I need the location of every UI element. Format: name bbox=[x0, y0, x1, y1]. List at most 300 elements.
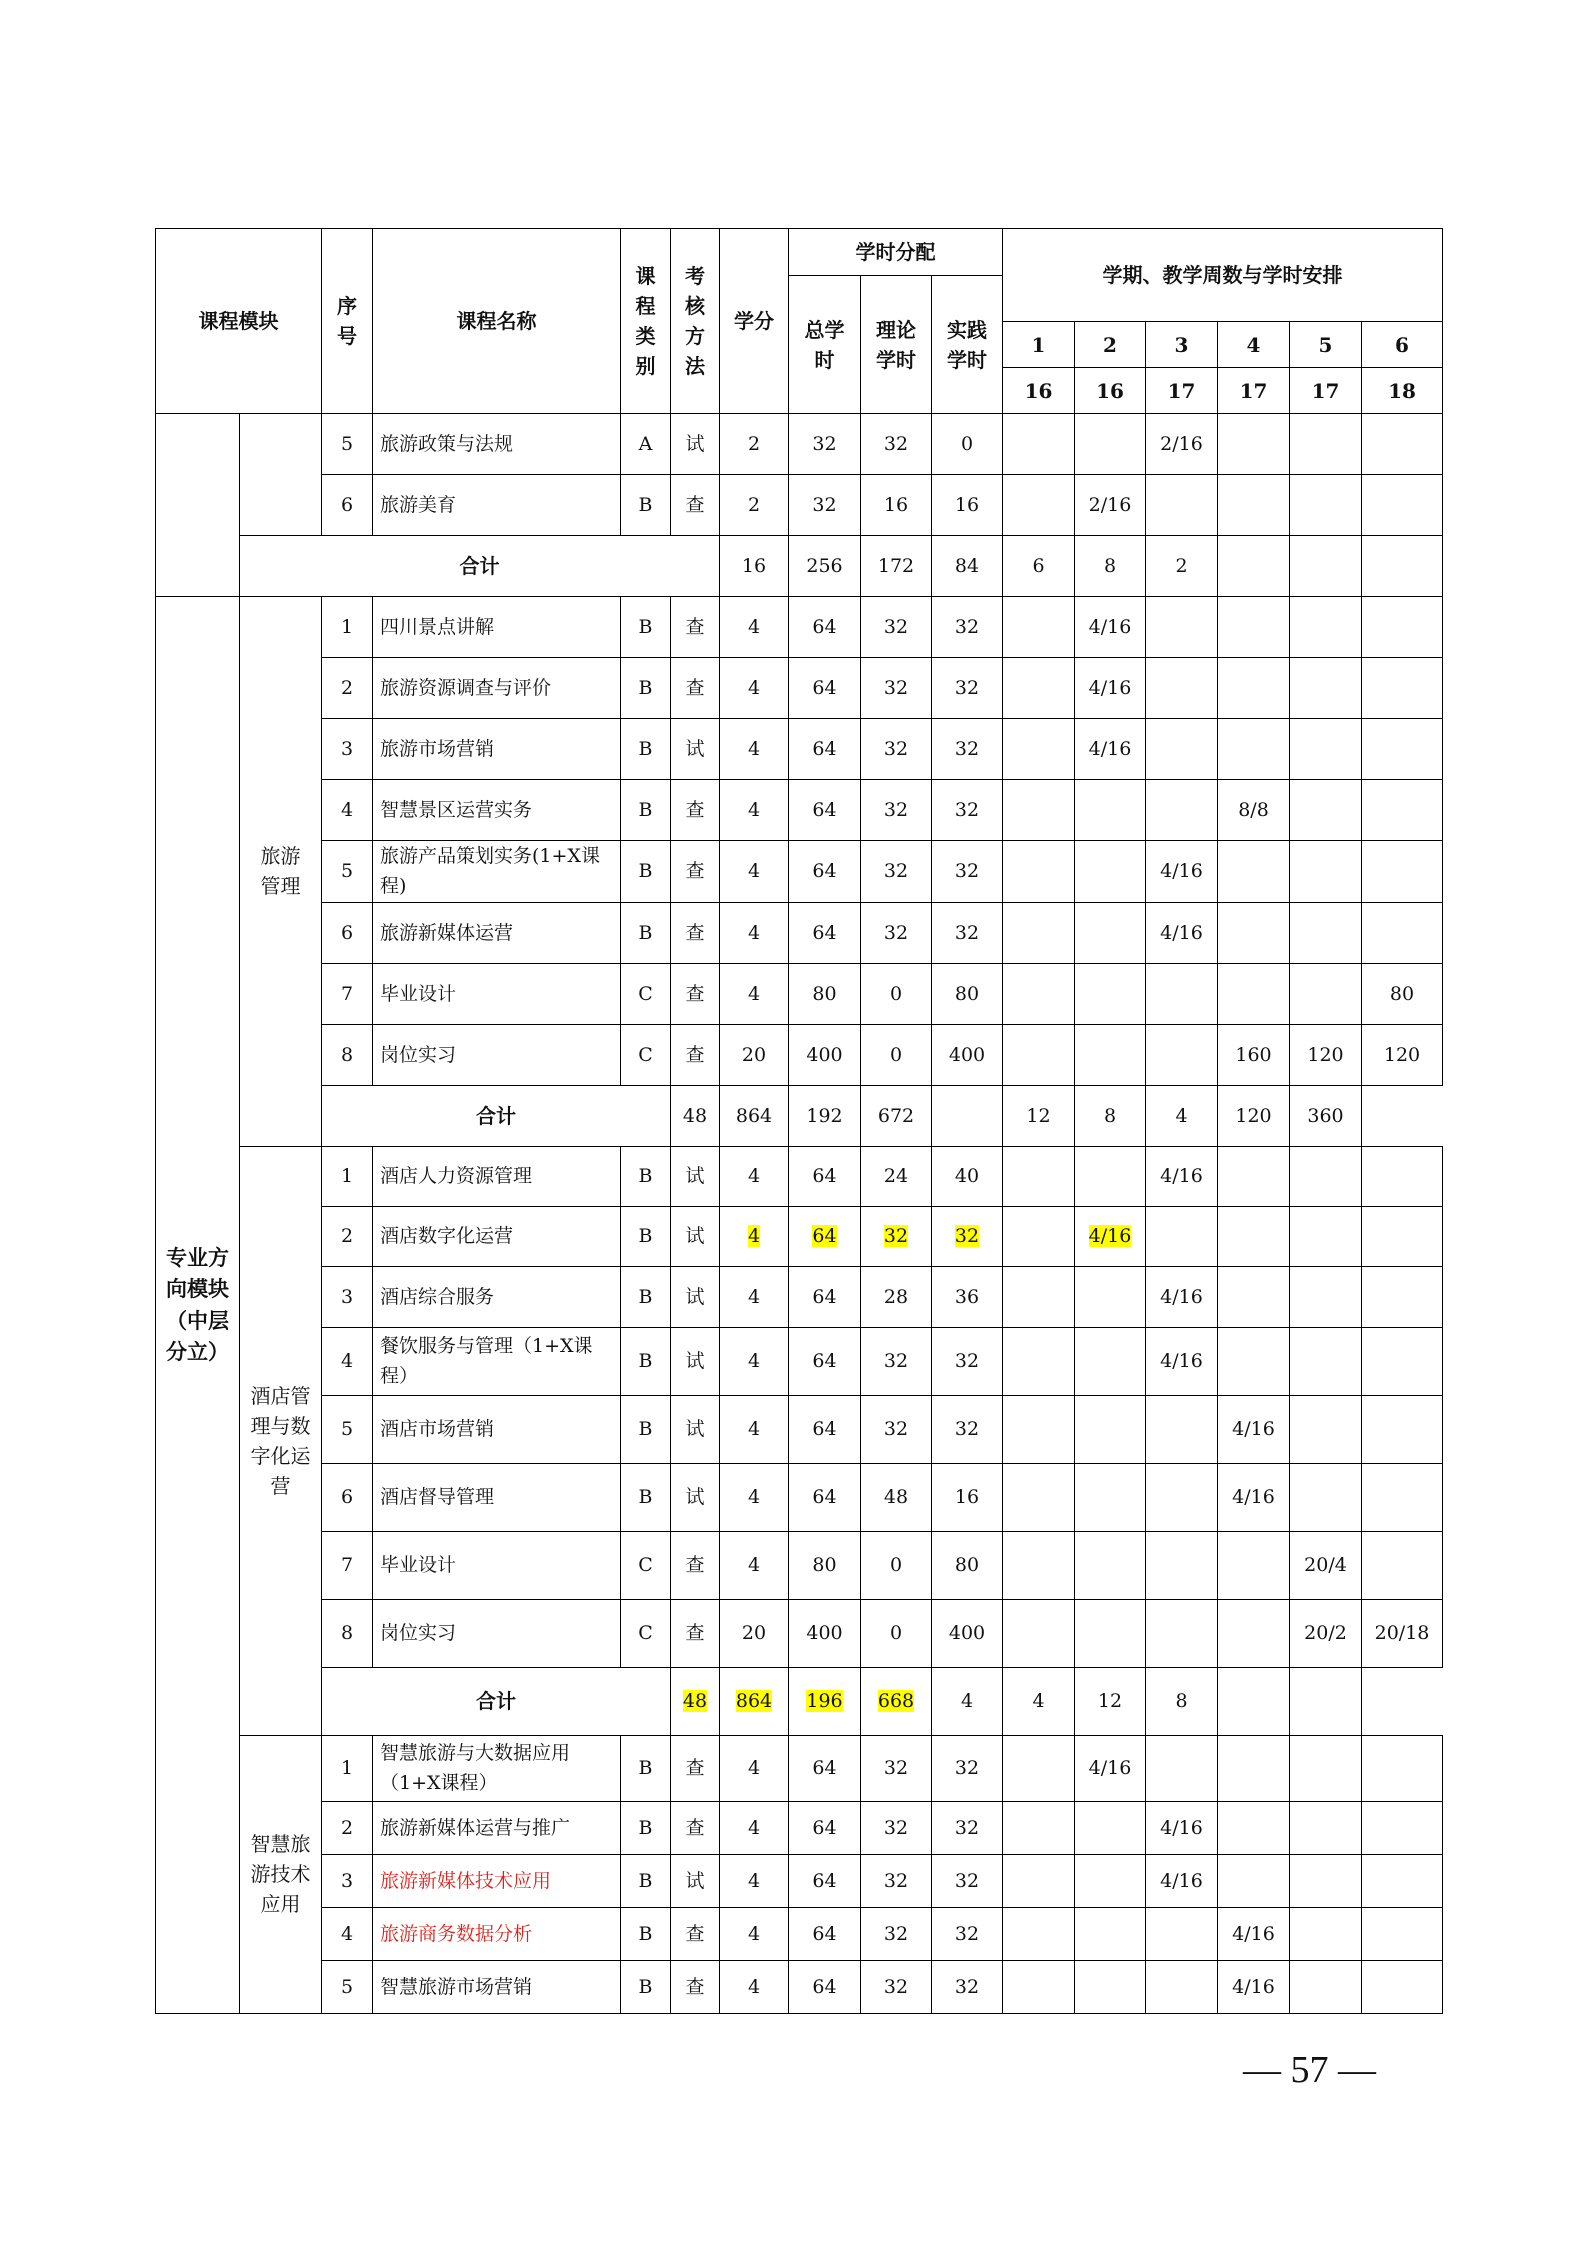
assess-cell: 试 bbox=[671, 1327, 720, 1395]
credit-cell-value: 4 bbox=[747, 921, 761, 944]
semester-1-cell bbox=[1003, 658, 1075, 719]
course-type-cell: B bbox=[621, 658, 671, 719]
credit-cell-value: 4 bbox=[747, 1225, 761, 1248]
course-name-cell: 岗位实习 bbox=[373, 1024, 621, 1085]
semester-4-cell bbox=[1218, 902, 1290, 963]
credit-cell-value: 20 bbox=[741, 1043, 767, 1066]
semester-6-cell-value: 80 bbox=[1389, 982, 1415, 1005]
theory-total-cell-value: 192 bbox=[806, 1104, 843, 1127]
practice-cell bbox=[932, 1024, 1003, 1085]
semester-6-cell bbox=[1362, 475, 1443, 536]
total-cell bbox=[789, 1960, 861, 2013]
semester-4-total-cell-value: 8 bbox=[1175, 1690, 1188, 1713]
table-row bbox=[156, 597, 1443, 658]
semester-6-cell bbox=[1362, 1146, 1443, 1206]
semester-1-cell bbox=[1003, 1531, 1075, 1599]
semester-1-cell bbox=[1003, 1266, 1075, 1327]
practice-cell bbox=[932, 1531, 1003, 1599]
course-name-cell: 旅游资源调查与评价 bbox=[373, 658, 621, 719]
semester-4-label: 4 bbox=[1218, 322, 1290, 368]
semester-5-cell bbox=[1290, 1395, 1362, 1463]
semester-1-total-cell bbox=[932, 1667, 1003, 1735]
semester-5-cell bbox=[1290, 1735, 1362, 1801]
practice-cell bbox=[932, 597, 1003, 658]
total-cell bbox=[789, 780, 861, 841]
credit-total-cell-value: 48 bbox=[682, 1690, 708, 1713]
semester-2-total-cell-value: 8 bbox=[1103, 554, 1117, 577]
semester-3-cell bbox=[1146, 1735, 1218, 1801]
credit-cell bbox=[720, 1735, 789, 1801]
semester-2-cell-value: 4/16 bbox=[1088, 615, 1132, 638]
credit-cell-value: 4 bbox=[747, 982, 761, 1005]
total-total-cell bbox=[789, 536, 861, 597]
credit-cell bbox=[720, 1266, 789, 1327]
practice-total-cell bbox=[861, 1085, 932, 1146]
total-cell-value: 64 bbox=[812, 1486, 837, 1509]
semester-2-cell bbox=[1075, 902, 1146, 963]
semester-1-cell bbox=[1003, 1206, 1075, 1266]
credit-total-cell bbox=[720, 536, 789, 597]
seq-cell: 3 bbox=[322, 719, 373, 780]
semester-3-cell bbox=[1146, 1854, 1218, 1907]
theory-cell bbox=[861, 902, 932, 963]
theory-cell bbox=[861, 963, 932, 1024]
semester-1-cell bbox=[1003, 475, 1075, 536]
credit-cell bbox=[720, 1327, 789, 1395]
semester-4-total-cell bbox=[1218, 536, 1290, 597]
practice-cell bbox=[932, 902, 1003, 963]
subtotal-label: 合计 bbox=[322, 1085, 671, 1146]
total-cell bbox=[789, 1531, 861, 1599]
credit-cell bbox=[720, 1907, 789, 1960]
practice-hours-header: 实践学时 bbox=[932, 276, 1003, 414]
page-number: — 57 — bbox=[1243, 2049, 1376, 2091]
total-hours-header: 总学时 bbox=[789, 276, 861, 414]
credit-cell bbox=[720, 414, 789, 475]
semester-6-cell bbox=[1362, 1531, 1443, 1599]
semester-4-cell bbox=[1218, 1206, 1290, 1266]
total-cell bbox=[789, 1599, 861, 1667]
semester-5-cell bbox=[1290, 963, 1362, 1024]
semester-2-cell-value: 4/16 bbox=[1088, 676, 1132, 699]
semester-2-cell bbox=[1075, 597, 1146, 658]
theory-cell bbox=[861, 1854, 932, 1907]
assess-cell: 查 bbox=[671, 1960, 720, 2013]
theory-total-cell bbox=[789, 1667, 861, 1735]
total-cell-value: 64 bbox=[812, 1225, 837, 1248]
table-row bbox=[156, 1327, 1443, 1395]
practice-total-cell-value: 84 bbox=[954, 554, 980, 577]
practice-cell-value: 32 bbox=[954, 676, 980, 699]
course-type-cell: B bbox=[621, 1206, 671, 1266]
semester-4-cell bbox=[1218, 1395, 1290, 1463]
semester-6-cell bbox=[1362, 658, 1443, 719]
credit-total-cell-value: 48 bbox=[682, 1104, 708, 1127]
credit-total-cell bbox=[671, 1085, 720, 1146]
course-type-cell: C bbox=[621, 1599, 671, 1667]
theory-cell-value: 16 bbox=[883, 493, 909, 516]
assess-cell: 查 bbox=[671, 1024, 720, 1085]
semester-2-cell-value: 2/16 bbox=[1088, 493, 1132, 516]
practice-cell bbox=[932, 780, 1003, 841]
semester-1-cell bbox=[1003, 1395, 1075, 1463]
course-name-cell: 酒店人力资源管理 bbox=[373, 1146, 621, 1206]
credit-cell-value: 4 bbox=[747, 1922, 761, 1945]
course-name-cell: 旅游新媒体技术应用 bbox=[373, 1854, 621, 1907]
total-cell bbox=[789, 475, 861, 536]
semester-4-total-cell bbox=[1146, 1667, 1218, 1735]
semester-6-cell bbox=[1362, 1907, 1443, 1960]
semester-2-cell bbox=[1075, 1735, 1146, 1801]
total-cell bbox=[789, 1146, 861, 1206]
seq-cell: 2 bbox=[322, 1206, 373, 1266]
table-row bbox=[156, 963, 1443, 1024]
semester-1-cell bbox=[1003, 963, 1075, 1024]
prev-module-cell bbox=[156, 414, 240, 597]
assess-cell: 试 bbox=[671, 1206, 720, 1266]
theory-cell bbox=[861, 1266, 932, 1327]
semester-6-cell-value: 120 bbox=[1383, 1043, 1421, 1066]
semester-6-cell bbox=[1362, 1801, 1443, 1854]
table-row bbox=[156, 1395, 1443, 1463]
assess-cell: 查 bbox=[671, 1735, 720, 1801]
semester-4-cell bbox=[1218, 475, 1290, 536]
practice-cell-value: 16 bbox=[954, 493, 980, 516]
semester-2-cell-value: 4/16 bbox=[1088, 737, 1132, 760]
seq-cell: 1 bbox=[322, 597, 373, 658]
course-name-cell: 岗位实习 bbox=[373, 1599, 621, 1667]
total-cell bbox=[789, 1024, 861, 1085]
credit-cell bbox=[720, 658, 789, 719]
course-type-cell: B bbox=[621, 1801, 671, 1854]
semester-4-cell bbox=[1218, 1463, 1290, 1531]
theory-cell-value: 32 bbox=[883, 921, 909, 944]
semester-2-cell bbox=[1075, 1024, 1146, 1085]
semester-4-cell bbox=[1218, 1960, 1290, 2013]
total-cell bbox=[789, 1907, 861, 1960]
total-cell bbox=[789, 597, 861, 658]
credit-cell-value: 4 bbox=[747, 1554, 761, 1577]
semester-1-cell bbox=[1003, 1024, 1075, 1085]
semester-3-cell bbox=[1146, 841, 1218, 903]
semester-5-cell bbox=[1290, 719, 1362, 780]
course-type-cell: C bbox=[621, 963, 671, 1024]
semester-6-cell bbox=[1362, 841, 1443, 903]
theory-cell bbox=[861, 597, 932, 658]
semester-6-total-cell bbox=[1290, 1667, 1362, 1735]
semester-2-total-cell bbox=[1075, 536, 1146, 597]
course-type-cell: B bbox=[621, 1266, 671, 1327]
credit-cell-value: 4 bbox=[747, 1757, 761, 1780]
course-name-cell: 旅游新媒体运营与推广 bbox=[373, 1801, 621, 1854]
semester-2-cell bbox=[1075, 1801, 1146, 1854]
semester-3-cell bbox=[1146, 1599, 1218, 1667]
semester-3-cell bbox=[1146, 1395, 1218, 1463]
practice-cell bbox=[932, 1801, 1003, 1854]
course-type-cell: B bbox=[621, 1463, 671, 1531]
semester-4-cell bbox=[1218, 597, 1290, 658]
semester-1-cell bbox=[1003, 1327, 1075, 1395]
credit-total-cell bbox=[671, 1667, 720, 1735]
theory-cell-value: 28 bbox=[883, 1285, 909, 1308]
semester-2-cell bbox=[1075, 658, 1146, 719]
semester-3-cell bbox=[1146, 1801, 1218, 1854]
practice-cell bbox=[932, 1327, 1003, 1395]
semester-5-cell bbox=[1290, 1206, 1362, 1266]
course-name-cell: 旅游产品策划实务(1+X课程) bbox=[373, 841, 621, 903]
seq-cell: 3 bbox=[322, 1266, 373, 1327]
credit-cell bbox=[720, 902, 789, 963]
credit-cell bbox=[720, 1531, 789, 1599]
total-total-cell bbox=[720, 1085, 789, 1146]
total-cell bbox=[789, 414, 861, 475]
theory-cell bbox=[861, 1463, 932, 1531]
semester-3-cell bbox=[1146, 1960, 1218, 2013]
semester-5-cell-value: 20/4 bbox=[1304, 1554, 1347, 1577]
assess-cell: 查 bbox=[671, 841, 720, 903]
table-row bbox=[156, 1206, 1443, 1266]
assess-cell: 查 bbox=[671, 902, 720, 963]
total-cell bbox=[789, 1206, 861, 1266]
semester-2-cell bbox=[1075, 414, 1146, 475]
theory-cell-value: 0 bbox=[889, 982, 903, 1005]
practice-cell-value: 32 bbox=[954, 1975, 980, 1998]
seq-cell: 7 bbox=[322, 1531, 373, 1599]
total-cell bbox=[789, 1327, 861, 1395]
semester-5-cell-value: 120 bbox=[1307, 1043, 1344, 1066]
assess-cell: 查 bbox=[671, 1907, 720, 1960]
credit-cell-value: 4 bbox=[747, 1285, 761, 1308]
semester-3-cell bbox=[1146, 658, 1218, 719]
table-row bbox=[156, 902, 1443, 963]
course-name-cell: 酒店督导管理 bbox=[373, 1463, 621, 1531]
semester-5-cell bbox=[1290, 841, 1362, 903]
total-cell-value: 32 bbox=[812, 493, 837, 516]
practice-cell bbox=[932, 1907, 1003, 1960]
theory-cell-value: 32 bbox=[883, 1922, 909, 1945]
total-cell bbox=[789, 1395, 861, 1463]
total-cell bbox=[789, 841, 861, 903]
course-type-cell: B bbox=[621, 1907, 671, 1960]
course-name-cell: 智慧旅游与大数据应用（1+X课程） bbox=[373, 1735, 621, 1801]
credit-cell-value: 4 bbox=[747, 615, 761, 638]
theory-cell-value: 32 bbox=[883, 860, 909, 883]
credit-cell bbox=[720, 1463, 789, 1531]
semester-6-cell bbox=[1362, 414, 1443, 475]
smart-tourism-label: 智慧旅游技术应用 bbox=[240, 1735, 322, 2013]
total-cell bbox=[789, 963, 861, 1024]
table-row bbox=[156, 475, 1443, 536]
semester-1-total-cell-value: 4 bbox=[960, 1690, 974, 1713]
table-row bbox=[156, 719, 1443, 780]
practice-cell-value: 36 bbox=[954, 1285, 980, 1308]
practice-cell bbox=[932, 1854, 1003, 1907]
practice-cell-value: 32 bbox=[954, 1869, 980, 1892]
assess-cell: 查 bbox=[671, 1801, 720, 1854]
table-row bbox=[156, 1024, 1443, 1085]
course-name-cell: 毕业设计 bbox=[373, 1531, 621, 1599]
total-cell-value: 64 bbox=[812, 1757, 837, 1780]
semester-3-cell-value: 4/16 bbox=[1160, 1869, 1203, 1892]
practice-cell bbox=[932, 1395, 1003, 1463]
table-row bbox=[156, 658, 1443, 719]
seq-cell: 3 bbox=[322, 1854, 373, 1907]
total-cell-value: 32 bbox=[812, 432, 837, 455]
course-type-cell: B bbox=[621, 1854, 671, 1907]
course-name-cell: 旅游市场营销 bbox=[373, 719, 621, 780]
semester-4-cell bbox=[1218, 1801, 1290, 1854]
total-total-cell-value: 256 bbox=[806, 554, 843, 577]
semester-6-cell bbox=[1362, 1854, 1443, 1907]
semester-3-cell-value: 4/16 bbox=[1160, 1350, 1203, 1373]
semester-6-cell bbox=[1362, 1463, 1443, 1531]
credit-cell bbox=[720, 719, 789, 780]
course-type-cell: B bbox=[621, 475, 671, 536]
semester-6-total-cell bbox=[1362, 536, 1443, 597]
theory-cell bbox=[861, 475, 932, 536]
semester-4-cell-value: 4/16 bbox=[1232, 1486, 1275, 1509]
total-cell-value: 64 bbox=[812, 921, 837, 944]
theory-cell bbox=[861, 1599, 932, 1667]
semester-3-cell bbox=[1146, 1024, 1218, 1085]
total-total-cell bbox=[720, 1667, 789, 1735]
semester-2-total-cell bbox=[1003, 1085, 1075, 1146]
practice-cell-value: 32 bbox=[954, 1225, 980, 1248]
course-name-cell: 旅游政策与法规 bbox=[373, 414, 621, 475]
semester-4-cell bbox=[1218, 963, 1290, 1024]
semester-1-label: 1 bbox=[1003, 322, 1075, 368]
subtotal-row bbox=[156, 536, 1443, 597]
credit-cell bbox=[720, 1599, 789, 1667]
semester-4-cell bbox=[1218, 658, 1290, 719]
semester-3-cell bbox=[1146, 597, 1218, 658]
semester-3-cell bbox=[1146, 1531, 1218, 1599]
practice-total-cell-value: 668 bbox=[877, 1690, 915, 1713]
assess-cell: 查 bbox=[671, 475, 720, 536]
total-cell-value: 64 bbox=[812, 860, 837, 883]
semester-1-cell bbox=[1003, 1854, 1075, 1907]
theory-cell bbox=[861, 1907, 932, 1960]
assess-cell: 试 bbox=[671, 719, 720, 780]
credit-cell-value: 2 bbox=[747, 432, 761, 455]
seq-cell: 5 bbox=[322, 1395, 373, 1463]
total-cell-value: 80 bbox=[812, 982, 837, 1005]
semester-1-cell bbox=[1003, 1146, 1075, 1206]
seq-cell: 7 bbox=[322, 963, 373, 1024]
semester-3-cell-value: 4/16 bbox=[1160, 1165, 1203, 1188]
practice-cell-value: 32 bbox=[954, 1350, 980, 1373]
semester-5-total-cell-value: 120 bbox=[1235, 1104, 1272, 1127]
assess-cell: 试 bbox=[671, 1395, 720, 1463]
semester-2-cell bbox=[1075, 1907, 1146, 1960]
seq-cell: 5 bbox=[322, 414, 373, 475]
practice-cell bbox=[932, 1266, 1003, 1327]
theory-cell-value: 0 bbox=[889, 1043, 903, 1066]
curriculum-table bbox=[155, 228, 1443, 2014]
credit-total-cell-value: 16 bbox=[741, 554, 767, 577]
semester-4-total-cell-value: 4 bbox=[1175, 1104, 1188, 1127]
semester-1-cell bbox=[1003, 1960, 1075, 2013]
semester-1-total-cell-value: 6 bbox=[1032, 554, 1045, 577]
semester-6-cell-value: 20/18 bbox=[1374, 1622, 1430, 1645]
assess-cell: 查 bbox=[671, 963, 720, 1024]
practice-total-cell-value: 672 bbox=[877, 1104, 915, 1127]
semester-3-total-cell-value: 8 bbox=[1103, 1104, 1117, 1127]
course-type-cell: B bbox=[621, 597, 671, 658]
semester-1-total-cell bbox=[932, 1085, 1003, 1146]
semester-4-total-cell bbox=[1146, 1085, 1218, 1146]
semester-2-cell bbox=[1075, 1395, 1146, 1463]
theory-cell-value: 32 bbox=[883, 798, 909, 821]
semester-5-cell bbox=[1290, 902, 1362, 963]
credit-header: 学分 bbox=[720, 229, 789, 414]
practice-cell bbox=[932, 841, 1003, 903]
semester-4-cell-value: 4/16 bbox=[1232, 1418, 1275, 1441]
semester-3-cell-value: 4/16 bbox=[1160, 1816, 1203, 1839]
semester-1-cell bbox=[1003, 902, 1075, 963]
credit-cell-value: 4 bbox=[747, 1418, 761, 1441]
semester-5-cell bbox=[1290, 1531, 1362, 1599]
credit-cell bbox=[720, 841, 789, 903]
table-row bbox=[156, 1960, 1443, 2013]
practice-cell bbox=[932, 1463, 1003, 1531]
theory-cell-value: 32 bbox=[883, 1975, 909, 1998]
semester-3-total-cell-value: 12 bbox=[1097, 1690, 1123, 1713]
course-name-cell: 旅游美育 bbox=[373, 475, 621, 536]
semester-5-label: 5 bbox=[1290, 322, 1362, 368]
course-type-cell: B bbox=[621, 1327, 671, 1395]
table-row bbox=[156, 414, 1443, 475]
semester-6-cell bbox=[1362, 902, 1443, 963]
semester-2-cell bbox=[1075, 1854, 1146, 1907]
subtotal-label: 合计 bbox=[322, 1667, 671, 1735]
seq-cell: 1 bbox=[322, 1735, 373, 1801]
seq-cell: 6 bbox=[322, 902, 373, 963]
seq-cell: 8 bbox=[322, 1599, 373, 1667]
assess-cell: 试 bbox=[671, 414, 720, 475]
practice-cell bbox=[932, 658, 1003, 719]
theory-cell bbox=[861, 1327, 932, 1395]
credit-cell-value: 4 bbox=[747, 798, 761, 821]
semester-1-cell bbox=[1003, 1907, 1075, 1960]
semester-2-label: 2 bbox=[1075, 322, 1146, 368]
semester-4-cell bbox=[1218, 1024, 1290, 1085]
credit-cell-value: 4 bbox=[747, 737, 761, 760]
semester-1-cell bbox=[1003, 1463, 1075, 1531]
semester-2-total-cell-value: 4 bbox=[1032, 1690, 1045, 1713]
semester-5-cell bbox=[1290, 658, 1362, 719]
practice-cell-value: 32 bbox=[954, 1922, 980, 1945]
theory-cell bbox=[861, 780, 932, 841]
theory-cell-value: 32 bbox=[883, 615, 909, 638]
credit-cell bbox=[720, 1146, 789, 1206]
seq-cell: 5 bbox=[322, 841, 373, 903]
semester-4-cell bbox=[1218, 719, 1290, 780]
theory-cell bbox=[861, 1801, 932, 1854]
semester-3-cell bbox=[1146, 414, 1218, 475]
semester-5-cell bbox=[1290, 1599, 1362, 1667]
semester-4-cell bbox=[1218, 1327, 1290, 1395]
semester-6-total-cell bbox=[1290, 1085, 1362, 1146]
semester-5-cell bbox=[1290, 1854, 1362, 1907]
semester-2-total-cell bbox=[1003, 1667, 1075, 1735]
semester-4-cell bbox=[1218, 1531, 1290, 1599]
seq-cell: 1 bbox=[322, 1146, 373, 1206]
semester-2-weeks: 16 bbox=[1075, 368, 1146, 414]
practice-cell bbox=[932, 963, 1003, 1024]
semester-4-cell bbox=[1218, 1854, 1290, 1907]
semester-3-cell bbox=[1146, 719, 1218, 780]
